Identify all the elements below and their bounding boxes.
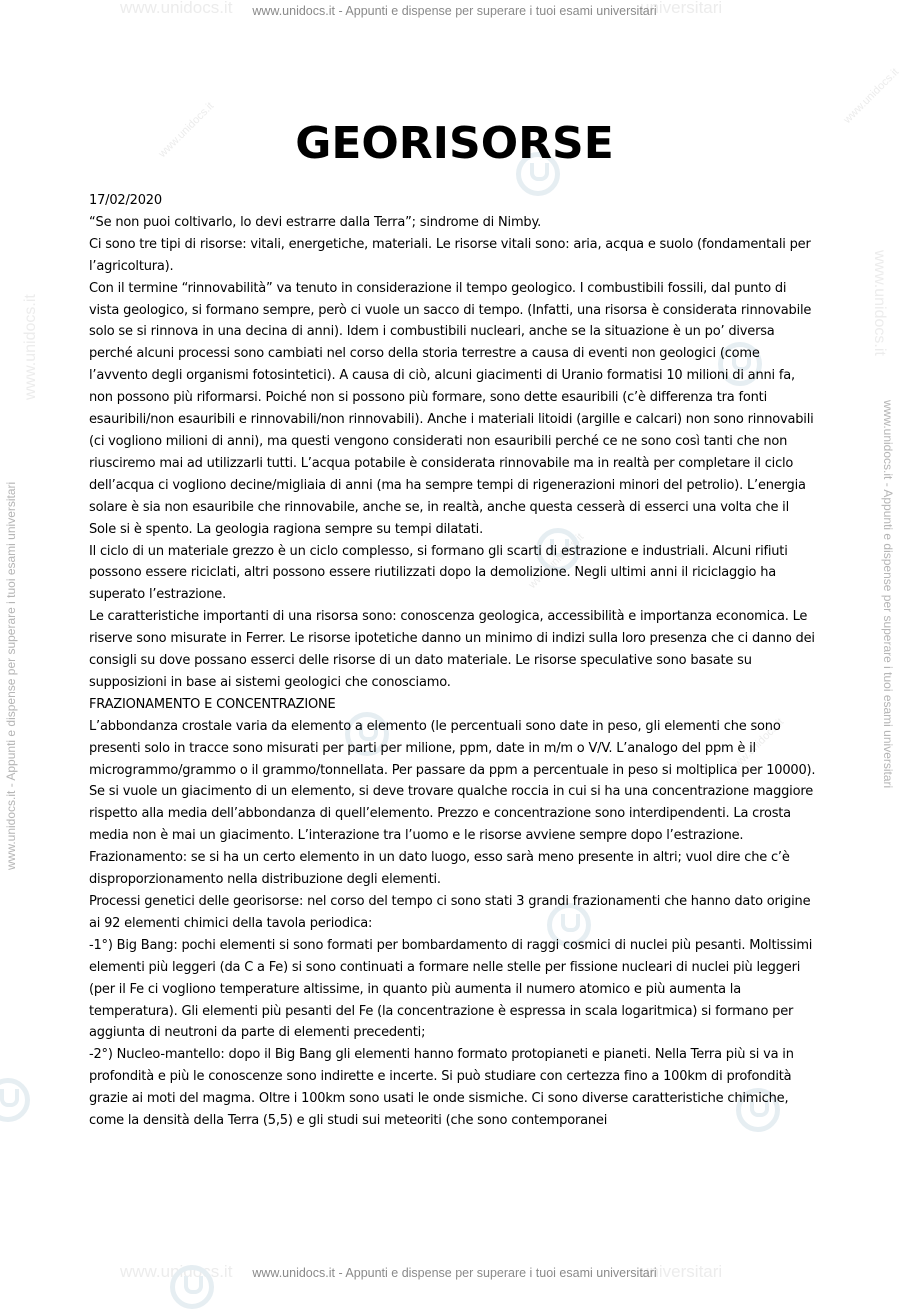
paragraph: Il ciclo di un materiale grezzo è un ciclo complesso, si formano gli scarti di estrazione e industriali. Alcuni rifiuti possono essere riciclati, altri possono essere riutilizzati dopo la demolizione. Negli ultimi anni il riciclaggio ha superato l’estrazione. — [89, 543, 788, 603]
paragraph: -1°) Big Bang: pochi elementi si sono formati per bombardamento di raggi cosmici di nuclei più pesanti. Moltissimi elementi più leggeri (da C a Fe) si sono continuati a formare nelle stelle per fissione nucleari di nuclei più leggeri (per il Fe ci vogliono temperature altissime, in quanto più aumenta il numero atomico e più aumenta la temperatura). Gli elementi più pesanti del Fe (la concentrazione è espressa in scala logaritmica) si formano per aggiunta di neutroni da parte di elementi precedenti; — [89, 937, 813, 1041]
watermark-faint-top-left: www.unidocs.it — [120, 0, 233, 17]
paragraph: L’abbondanza crostale varia da elemento a elemento (le percentuali sono date in peso, gli elementi che sono presenti solo in tracce sono misurati per parti per milione, ppm, date in m/m o V/V. L’analogo del ppm è il microgrammo/grammo o il grammo/tonnellata. Per passare da ppm a percentuale in peso si moltiplica per 10000). Se si vuole un giacimento di un elemento, si deve trovare qualche roccia in cui si ha una concentrazione maggiore rispetto alla media dell’abbondanza di quell’elemento. Prezzo e concentrazione sono interdipendenti. La crosta media non è mai un giacimento. L’interazione tra l’uomo e le risorse avviene sempre dopo l’estrazione. — [89, 718, 816, 844]
watermark-side-left: www.unidocs.it - Appunti e dispense per superare i tuoi esami universitari — [4, 481, 18, 870]
section-heading: FRAZIONAMENTO E CONCENTRAZIONE — [89, 696, 336, 712]
watermark-side-faint-left: www.unidocs.it — [22, 294, 39, 400]
paragraph: Le caratteristiche importanti di una risorsa sono: conoscenza geologica, accessibilità e importanza economica. Le riserve sono misurate in Ferrer. Le risorse ipotetiche danno un minimo di indizi sulla loro presenza che ci danno dei consigli su dove possano esserci delle risorse di un dato materiale. Le risorse speculative sono basate su supposizioni in base ai sistemi geologici che conosciamo. — [89, 609, 815, 690]
paragraph: Frazionamento: se si ha un certo elemento in un dato luogo, esso sarà meno presente in altri; vuol dire che c’è disproporzionamento nella distribuzione degli elementi. — [89, 850, 790, 888]
document-title: GEORISORSE — [295, 118, 614, 169]
watermark-side-right: www.unidocs.it - Appunti e dispense per superare i tuoi esami universitari — [881, 400, 895, 789]
watermark-diagonal-text: www.unidocs.it — [526, 531, 587, 591]
watermark-diagonal-text: www.unidocs.it — [156, 100, 217, 160]
paragraph: “Se non puoi coltivarlo, lo devi estrarre dalla Terra”; sindrome di Nimby. — [89, 214, 542, 230]
watermark-side-faint-right: www.unidocs.it — [871, 250, 888, 356]
paragraph: -2°) Nucleo-mantello: dopo il Big Bang gli elementi hanno formato protopianeti e pianeti. Nella Terra più si va in profondità e più le conoscenze sono indirette e incerte. Si può studiare con certezza fino a 100km di profondità grazie ai moti del magma. Oltre i 100km sono usati le onde sismiche. Ci sono diverse caratteristiche chimiche, come la densità della Terra (5,5) e gli studi sui meteoriti (che sono contemporanei — [89, 1047, 794, 1129]
paragraph: Processi genetici delle georisorse: nel corso del tempo ci sono stati 3 grandi frazionamenti che hanno dato origine ai 92 elementi chimici della tavola periodica: — [89, 894, 811, 931]
watermark-diagonal-text: www.unidocs.it — [841, 66, 902, 126]
watermark-header-banner: www.unidocs.it - Appunti e dispense per superare i tuoi esami universitari — [252, 4, 657, 18]
paragraph: Con il termine “rinnovabilità” va tenuto in considerazione il tempo geologico. I combustibili fossili, dal punto di vista geologico, si formano sempre, però ci vuole un sacco di tempo. (Infatti, una risorsa è considerata rinnovabile solo se si rinnova in una decina di anni). Idem i combustibili nucleari, anche se la situazione è un po’ diversa perché alcuni processi sono cambiati nel corso della storia terrestre a causa di eventi non geologici (come l’avvento degli organismi fotosintetici). A causa di ciò, alcuni giacimenti di Uranio formatisi 10 milioni di anni fa, non possono più riformarsi. Poiché non si possono più formare, sono dette esauribili (c’è differenza tra fonti esauribili/non esauribili e rinnovabili/non rinnovabili). Anche i materiali litoidi (argille e calcari) non sono rinnovabili (ci vogliono milioni di anni), ma questi vengono considerati non esauribili perché ce ne sono così tanti che non riusciremo mai ad utilizzarli tutti. L’acqua potabile è considerata rinnovabile ma in realtà per completare il ciclo dell’acqua ci vogliono decine/migliaia di anni (ma ha sempre tempi di rigenerazioni minori del petrolio). L’energia solare è sia non esauribile che rinnovabile, anche se, in realtà, anche questa cesserà di esserci una volta che il Sole si è spento. La geologia ragiona sempre su tempi dilatati. — [89, 280, 814, 537]
watermark-diagonal-text: www.unidocs.it — [726, 716, 787, 776]
unidocs-logo-icon — [0, 1078, 30, 1122]
watermark-faint-top-right: universitari — [640, 0, 723, 17]
watermark-faint-bottom-left: www.unidocs.it — [120, 1262, 233, 1281]
watermark-footer-banner: www.unidocs.it - Appunti e dispense per superare i tuoi esami universitari — [252, 1266, 657, 1280]
document-date: 17/02/2020 — [89, 193, 162, 208]
document-body — [89, 190, 819, 1132]
paragraph: Ci sono tre tipi di risorse: vitali, energetiche, materiali. Le risorse vitali sono: aria, acqua e suolo (fondamentali per l’agricoltura). — [89, 236, 811, 274]
unidocs-logo-icon — [170, 1265, 214, 1309]
watermark-faint-bottom-right: universitari — [640, 1262, 723, 1281]
